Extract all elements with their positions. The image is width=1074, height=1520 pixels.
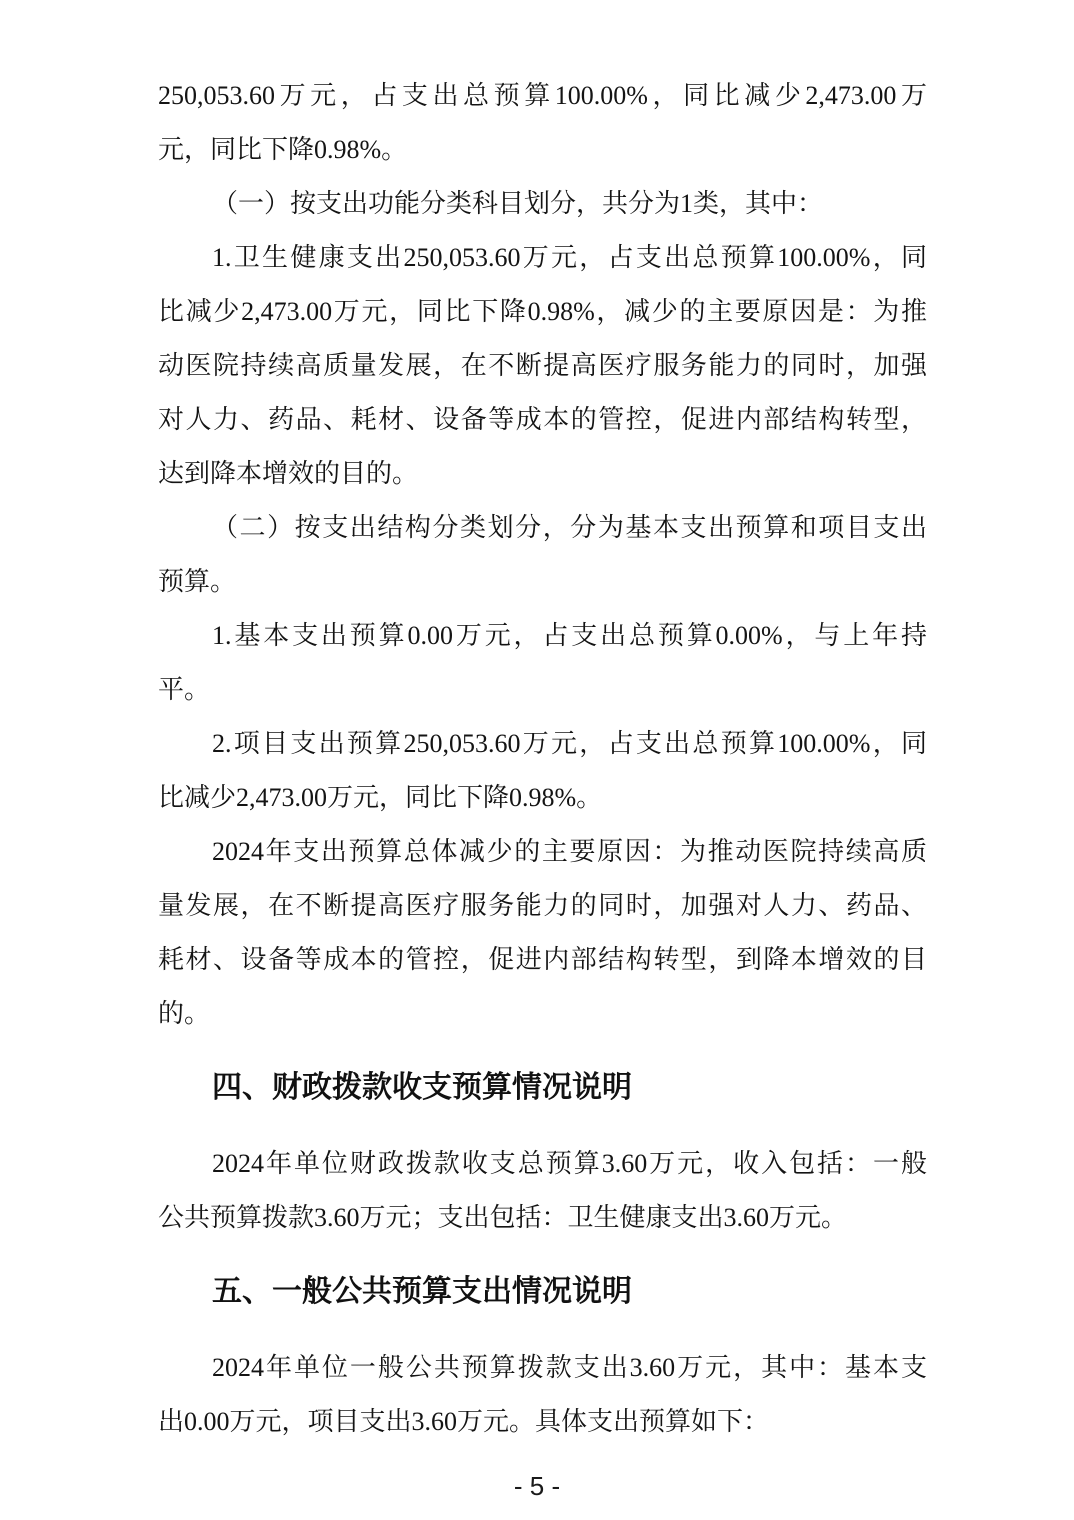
text-line: 1.基本支出预算0.00万元，占支出总预算0.00%，与上年持 [212, 621, 927, 650]
page-number: - 5 - [513, 1471, 561, 1501]
text-line: 公共预算拨款3.60万元；支出包括：卫生健康支出3.60万元。 [158, 1203, 848, 1232]
text-line: （二）按支出结构分类划分，分为基本支出预算和项目支出 [212, 513, 927, 542]
text-line: 的。 [158, 999, 211, 1028]
text-line: 比减少2,473.00万元，同比下降0.98%，减少的主要原因是：为推 [158, 297, 927, 326]
text-line: 预算。 [158, 567, 237, 596]
section-heading-fiscal-appropriation: 四、财政拨款收支预算情况说明 [212, 1071, 632, 1104]
text-line: 量发展，在不断提高医疗服务能力的同时，加强对人力、药品、 [158, 891, 927, 920]
section-heading-general-public-budget: 五、一般公共预算支出情况说明 [212, 1275, 632, 1308]
text-line: 耗材、设备等成本的管控，促进内部结构转型，到降本增效的目 [158, 945, 927, 974]
text-line: 2024年单位财政拨款收支总预算3.60万元，收入包括：一般 [212, 1149, 927, 1178]
document-body [158, 69, 927, 1449]
text-line: 2024年支出预算总体减少的主要原因：为推动医院持续高质 [212, 837, 927, 866]
text-line: 出0.00万元，项目支出3.60万元。具体支出预算如下： [158, 1407, 770, 1436]
text-line: 达到降本增效的目的。 [158, 459, 419, 488]
text-line: 元，同比下降0.98%。 [158, 135, 408, 164]
text-line: 动医院持续高质量发展，在不断提高医疗服务能力的同时，加强 [158, 351, 927, 380]
text-line: 对人力、药品、耗材、设备等成本的管控，促进内部结构转型， [158, 405, 927, 434]
text-line: 250,053.60万元，占支出总预算100.00%，同比减少2,473.00万 [158, 81, 927, 110]
text-line: 2024年单位一般公共预算拨款支出3.60万元，其中：基本支 [212, 1353, 927, 1382]
text-line: 1.卫生健康支出250,053.60万元，占支出总预算100.00%，同 [212, 243, 927, 272]
text-line: （一）按支出功能分类科目划分，共分为1类，其中： [212, 189, 824, 218]
text-line: 2.项目支出预算250,053.60万元，占支出总预算100.00%，同 [212, 729, 927, 758]
text-line: 平。 [158, 675, 211, 704]
text-line: 比减少2,473.00万元，同比下降0.98%。 [158, 783, 603, 812]
